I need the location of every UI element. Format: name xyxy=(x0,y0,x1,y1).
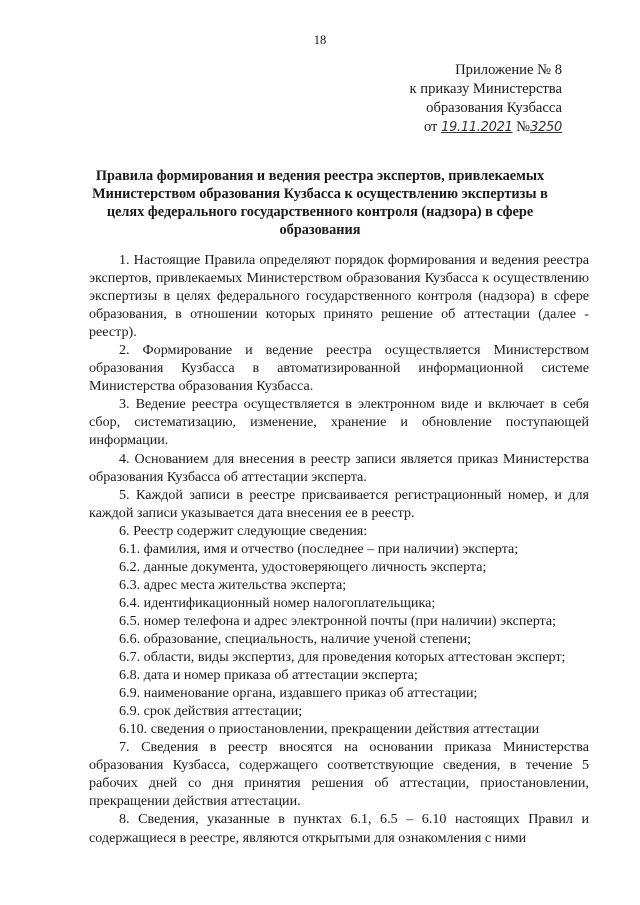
list-item-6-3: 6.3. адрес места жительства эксперта; xyxy=(119,576,347,593)
list-item-6-9-a: 6.9. наименование органа, издавшего приказ об аттестации; xyxy=(119,685,478,702)
appendix-order-ref: к приказу Министерства xyxy=(409,81,562,97)
appendix-ministry: образования Кузбасса xyxy=(426,100,562,116)
paragraph-3: 3. Ведение реестра осуществляется в электронном виде и включает в себя сбор, систематизацию, изменение, хранение и обновление поступающей информации. xyxy=(89,396,589,449)
paragraph-5: 5. Каждой записи в реестре присваивается регистрационный номер, и для каждой записи указывается дата внесения ее в реестр. xyxy=(89,486,589,521)
handwritten-number: 3250 xyxy=(530,120,562,135)
paragraph-4: 4. Основанием для внесения в реестр записи является приказ Министерства образования Кузбасса об аттестации эксперта. xyxy=(89,450,589,485)
number-prefix: № xyxy=(516,119,531,135)
paragraph-6: 6. Реестр содержит следующие сведения: xyxy=(119,522,368,539)
paragraph-7: 7. Сведения в реестр вносятся на основании приказа Министерства образования Кузбасса, содержащего соответствующие сведения, в течение 5 рабочих дней со дня принятия решения об аттестации, приостановлении, прекращении действия аттестации. xyxy=(89,739,589,810)
appendix-date-number xyxy=(332,118,562,137)
paragraph-1: 1. Настоящие Правила определяют порядок формирования и ведения реестра экспертов, привлекаемых Министерством образования Кузбасса к осуществлению экспертизы в целях федерального государственного контроля (надзора) в сфере образования, в отношении которых принято решение об аттестации (далее - реестр). xyxy=(89,252,589,341)
date-prefix: от xyxy=(423,119,438,135)
document-body xyxy=(89,251,589,847)
paragraph-2: 2. Формирование и ведение реестра осуществляется Министерством образования Кузбасса в автоматизированной информационной системе Министерства образования Кузбасса. xyxy=(89,342,589,395)
title-line: Правила формирования и ведения реестра экспертов, привлекаемых xyxy=(95,168,545,184)
list-item-6-9-b: 6.9. срок действия аттестации; xyxy=(119,703,303,720)
list-item-6-5: 6.5. номер телефона и адрес электронной почты (при наличии) эксперта; xyxy=(119,612,557,629)
title-line: целях федерального государственного контроля (надзора) в сфере xyxy=(106,204,534,220)
list-item-6-10: 6.10. сведения о приостановлении, прекращении действия аттестации xyxy=(119,721,540,738)
list-item-6-4: 6.4. идентификационный номер налогоплательщика; xyxy=(119,594,436,611)
title-line: образования xyxy=(279,222,361,238)
handwritten-date: 19.11.2021 xyxy=(441,120,513,135)
list-item-6-1: 6.1. фамилия, имя и отчество (последнее – при наличии) эксперта; xyxy=(119,540,519,557)
page-number: 18 xyxy=(313,33,327,47)
list-item-6-7: 6.7. области, виды экспертиз, для проведения которых аттестован эксперт; xyxy=(119,649,566,666)
list-item-6-6: 6.6. образование, специальность, наличие ученой степени; xyxy=(119,630,472,647)
appendix-header xyxy=(332,61,562,137)
appendix-label: Приложение № 8 xyxy=(455,62,562,78)
title-line: Министерством образования Кузбасса к осуществлению экспертизы в xyxy=(92,186,548,202)
list-item-6-8: 6.8. дата и номер приказа об аттестации эксперта; xyxy=(119,667,418,684)
list-item-6-2: 6.2. данные документа, удостоверяющего личность эксперта; xyxy=(119,558,487,575)
paragraph-8: 8. Сведения, указанные в пунктах 6.1, 6.5 – 6.10 настоящих Правил и содержащиеся в реестре, являются открытыми для ознакомления с ними xyxy=(89,811,589,846)
document-title xyxy=(85,167,555,239)
